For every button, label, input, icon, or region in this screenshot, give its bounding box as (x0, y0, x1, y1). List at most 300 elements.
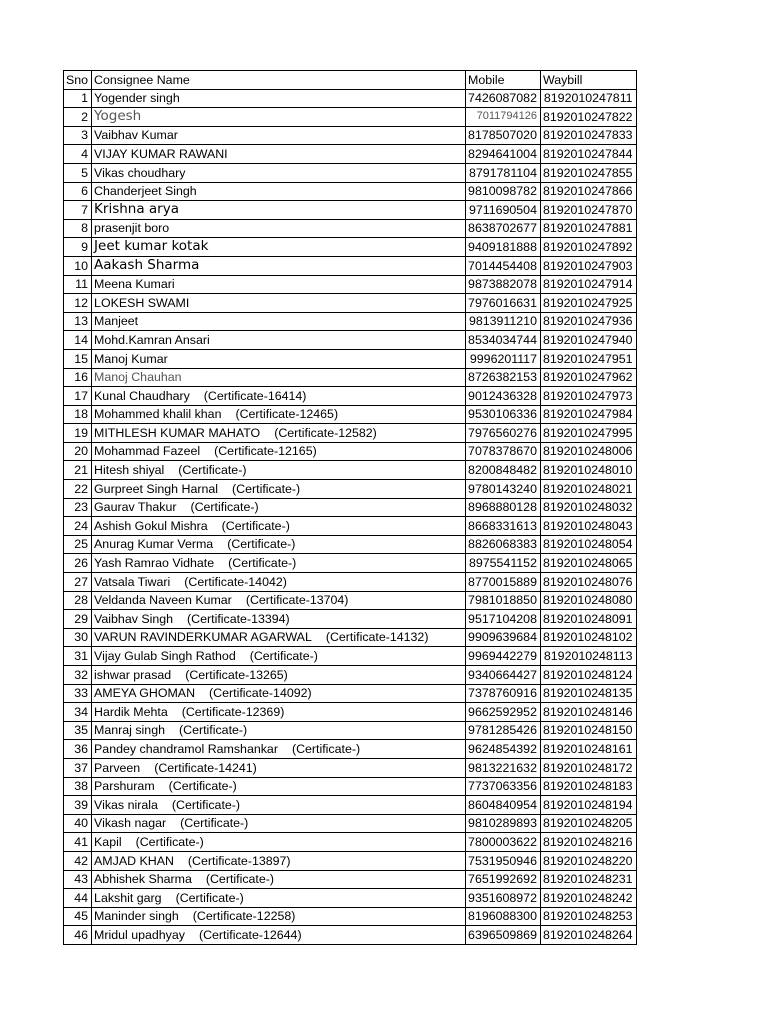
consignee-name: Gurpreet Singh Harnal (94, 481, 219, 496)
cell-waybill: 8192010247914 (540, 275, 636, 294)
cell-consignee-name (92, 833, 466, 852)
table-row (64, 573, 637, 592)
consignee-name: Yogesh (94, 108, 142, 125)
table-row (64, 182, 637, 201)
cell-consignee-name (92, 870, 466, 889)
consignee-name: Mohammed khalil khan (94, 407, 222, 422)
consignee-name: ishwar prasad (94, 667, 172, 682)
certificate-note: (Certificate-) (180, 816, 249, 831)
cell-mobile: 7976560276 (466, 424, 541, 443)
table-row (64, 145, 637, 164)
consignee-name: Mridul upadhyay (94, 927, 185, 942)
table-row (64, 926, 637, 945)
header-mobile: Mobile (466, 71, 541, 90)
consignee-name: Jeet kumar kotak (94, 238, 209, 255)
certificate-note: (Certificate-13394) (187, 611, 290, 626)
cell-waybill: 8192010248216 (540, 833, 636, 852)
certificate-note: (Certificate-14132) (325, 630, 429, 645)
consignee-name: AMEYA GHOMAN (94, 686, 196, 701)
consignee-name: prasenjit boro (94, 221, 170, 236)
consignee-name: Aakash Sharma (94, 256, 200, 273)
table-row (64, 870, 637, 889)
cell-waybill: 8192010248231 (540, 870, 636, 889)
cell-waybill: 8192010248124 (540, 666, 636, 685)
cell-waybill: 8192010247866 (540, 182, 636, 201)
table-row (64, 703, 637, 722)
cell-consignee-name (92, 758, 466, 777)
consignee-name: MITHLESH KUMAR MAHATO (94, 425, 261, 440)
cell-consignee-name (92, 349, 466, 368)
cell-consignee-name (92, 405, 466, 424)
table-row (64, 554, 637, 573)
cell-waybill: 8192010248054 (540, 535, 636, 554)
cell-waybill: 8192010247984 (540, 405, 636, 424)
cell-waybill: 8192010247844 (540, 145, 636, 164)
cell-waybill: 8192010248076 (540, 573, 636, 592)
cell-sno: 35 (64, 721, 92, 740)
cell-sno: 27 (64, 573, 92, 592)
certificate-note: (Certificate-) (178, 463, 247, 478)
cell-sno: 1 (64, 89, 92, 108)
cell-mobile: 8604840954 (466, 796, 541, 815)
consignee-table (63, 70, 637, 945)
cell-consignee-name (92, 814, 466, 833)
cell-waybill: 8192010247855 (540, 163, 636, 182)
cell-sno: 8 (64, 219, 92, 238)
cell-waybill: 8192010247940 (540, 331, 636, 350)
consignee-name: Vikas nirala (94, 797, 158, 812)
cell-mobile: 7426087082 (466, 89, 541, 108)
cell-consignee-name (92, 219, 466, 238)
cell-mobile: 7531950946 (466, 851, 541, 870)
cell-sno: 32 (64, 666, 92, 685)
cell-consignee-name (92, 126, 466, 145)
table-row (64, 666, 637, 685)
cell-waybill: 8192010248205 (540, 814, 636, 833)
cell-consignee-name (92, 851, 466, 870)
cell-consignee-name (92, 721, 466, 740)
table-row (64, 758, 637, 777)
cell-mobile: 7737063356 (466, 777, 541, 796)
cell-sno: 33 (64, 684, 92, 703)
cell-mobile: 7976016631 (466, 294, 541, 313)
consignee-name: Ashish Gokul Mishra (94, 518, 208, 533)
consignee-name: Parshuram (94, 779, 155, 794)
certificate-note: (Certificate-) (291, 741, 361, 756)
table-row (64, 108, 637, 127)
table-row (64, 201, 637, 220)
cell-waybill: 8192010248242 (540, 889, 636, 908)
cell-sno: 43 (64, 870, 92, 889)
table-row (64, 368, 637, 387)
table-row (64, 480, 637, 499)
cell-mobile: 9969442279 (466, 647, 541, 666)
cell-sno: 37 (64, 758, 92, 777)
cell-waybill: 8192010248183 (540, 777, 636, 796)
cell-consignee-name (92, 907, 466, 926)
certificate-note: (Certificate-) (135, 834, 204, 849)
table-row (64, 796, 637, 815)
cell-waybill: 8192010248150 (540, 721, 636, 740)
cell-sno: 21 (64, 461, 92, 480)
cell-sno: 45 (64, 907, 92, 926)
table-row (64, 517, 637, 536)
consignee-name: VIJAY KUMAR RAWANI (94, 146, 228, 161)
cell-waybill: 8192010248146 (540, 703, 636, 722)
cell-sno: 3 (64, 126, 92, 145)
cell-mobile: 9530106336 (466, 405, 541, 424)
consignee-name: Manjeet (94, 314, 139, 329)
cell-consignee-name (92, 498, 466, 517)
cell-consignee-name (92, 424, 466, 443)
cell-waybill: 8192010248135 (540, 684, 636, 703)
cell-consignee-name (92, 628, 466, 647)
certificate-note: (Certificate-) (179, 723, 248, 738)
table-row (64, 647, 637, 666)
cell-mobile: 8668331613 (466, 517, 541, 536)
table-row (64, 256, 637, 275)
cell-waybill: 8192010247822 (540, 108, 636, 127)
table-row (64, 405, 637, 424)
consignee-name: Vikas choudhary (94, 165, 186, 180)
cell-sno: 18 (64, 405, 92, 424)
cell-mobile: 8200848482 (466, 461, 541, 480)
cell-sno: 23 (64, 498, 92, 517)
cell-sno: 20 (64, 442, 92, 461)
cell-mobile: 8791781104 (466, 163, 541, 182)
cell-consignee-name (92, 666, 466, 685)
table-row (64, 461, 637, 480)
certificate-note: (Certificate-16414) (203, 388, 307, 403)
consignee-name: Meena Kumari (94, 277, 175, 292)
cell-mobile: 8638702677 (466, 219, 541, 238)
cell-waybill: 8192010247973 (540, 387, 636, 406)
cell-waybill: 8192010247833 (540, 126, 636, 145)
header-waybill: Waybill (540, 71, 636, 90)
cell-consignee-name (92, 294, 466, 313)
table-row (64, 851, 637, 870)
cell-consignee-name (92, 145, 466, 164)
consignee-name: Vaibhav Kumar (94, 128, 178, 143)
cell-sno: 42 (64, 851, 92, 870)
cell-waybill: 8192010247881 (540, 219, 636, 238)
cell-consignee-name (92, 480, 466, 499)
cell-consignee-name (92, 554, 466, 573)
header-consignee-name: Consignee Name (92, 71, 466, 90)
certificate-note: (Certificate-14092) (209, 686, 312, 701)
consignee-name: Hardik Mehta (94, 704, 168, 719)
cell-sno: 13 (64, 312, 92, 331)
cell-sno: 19 (64, 424, 92, 443)
cell-sno: 10 (64, 256, 92, 275)
table-row (64, 312, 637, 331)
consignee-name: Vijay Gulab Singh Rathod (94, 649, 236, 663)
cell-consignee-name (92, 889, 466, 908)
consignee-name: Gaurav Thakur (94, 500, 177, 515)
table-row (64, 89, 637, 108)
cell-waybill: 8192010248091 (540, 610, 636, 629)
consignee-name: Vaibhav Singh (94, 611, 174, 626)
cell-waybill: 8192010248161 (540, 740, 636, 759)
cell-waybill: 8192010247870 (540, 201, 636, 220)
cell-waybill: 8192010247962 (540, 368, 636, 387)
table-row (64, 126, 637, 145)
consignee-name: Mohd.Kamran Ansari (94, 332, 210, 347)
cell-sno: 28 (64, 591, 92, 610)
consignee-name: Kapil (94, 834, 122, 849)
consignee-name: Manraj singh (94, 723, 165, 738)
certificate-note: (Certificate-12258) (192, 909, 296, 924)
cell-sno: 30 (64, 628, 92, 647)
table-row (64, 442, 637, 461)
cell-mobile: 8178507020 (466, 126, 541, 145)
consignee-name: VARUN RAVINDERKUMAR AGARWAL (94, 630, 312, 645)
consignee-name: Yash Ramrao Vidhate (94, 556, 215, 571)
cell-sno: 40 (64, 814, 92, 833)
cell-waybill: 8192010248032 (540, 498, 636, 517)
table-row (64, 275, 637, 294)
cell-consignee-name (92, 387, 466, 406)
cell-waybill: 8192010248010 (540, 461, 636, 480)
cell-sno: 9 (64, 238, 92, 257)
certificate-note: (Certificate-) (249, 649, 318, 663)
consignee-name: Krishna arya (94, 201, 179, 218)
table-row (64, 777, 637, 796)
table-row (64, 331, 637, 350)
header-row (64, 71, 637, 90)
cell-consignee-name (92, 163, 466, 182)
cell-consignee-name (92, 740, 466, 759)
cell-sno: 44 (64, 889, 92, 908)
consignee-name: Pandey chandramol Ramshankar (94, 741, 278, 756)
cell-consignee-name (92, 238, 466, 257)
table-row (64, 833, 637, 852)
cell-consignee-name (92, 331, 466, 350)
cell-mobile: 7011794126 (466, 108, 541, 127)
cell-sno: 12 (64, 294, 92, 313)
certificate-note: (Certificate-) (228, 556, 297, 571)
cell-mobile: 7078378670 (466, 442, 541, 461)
cell-waybill: 8192010248264 (540, 926, 636, 945)
cell-consignee-name (92, 517, 466, 536)
cell-consignee-name (92, 684, 466, 703)
table-row (64, 238, 637, 257)
cell-mobile: 9810098782 (466, 182, 541, 201)
table-row (64, 349, 637, 368)
cell-consignee-name (92, 703, 466, 722)
cell-mobile: 9340664427 (466, 666, 541, 685)
certificate-note: (Certificate-13897) (187, 853, 291, 868)
cell-sno: 46 (64, 926, 92, 945)
consignee-name: Yogender singh (94, 91, 180, 106)
table-row (64, 387, 637, 406)
cell-sno: 29 (64, 610, 92, 629)
cell-waybill: 8192010247903 (540, 256, 636, 275)
cell-mobile: 8770015889 (466, 573, 541, 592)
cell-mobile: 8294641004 (466, 145, 541, 164)
cell-mobile: 9781285426 (466, 721, 541, 740)
consignee-name: Veldanda Naveen Kumar (94, 593, 232, 608)
certificate-note: (Certificate-12465) (235, 407, 339, 422)
certificate-note: (Certificate-12644) (198, 927, 302, 942)
consignee-name: Lakshit garg (94, 890, 162, 905)
consignee-name: Vikash nagar (94, 816, 167, 831)
table-body (64, 89, 637, 944)
certificate-note: (Certificate-13265) (185, 667, 288, 682)
cell-sno: 7 (64, 201, 92, 220)
cell-waybill: 8192010247892 (540, 238, 636, 257)
certificate-note: (Certificate-) (205, 872, 275, 887)
cell-sno: 25 (64, 535, 92, 554)
cell-mobile: 9711690504 (466, 201, 541, 220)
consignee-name: Kunal Chaudhary (94, 388, 190, 403)
cell-sno: 4 (64, 145, 92, 164)
cell-waybill: 8192010247811 (540, 89, 636, 108)
cell-waybill: 8192010248113 (540, 647, 636, 666)
cell-mobile: 9813221632 (466, 758, 541, 777)
cell-consignee-name (92, 368, 466, 387)
table-row (64, 628, 637, 647)
table-row (64, 219, 637, 238)
cell-sno: 11 (64, 275, 92, 294)
certificate-note: (Certificate-) (171, 797, 241, 812)
consignee-name: Chanderjeet Singh (94, 184, 197, 199)
cell-mobile: 9813911210 (466, 312, 541, 331)
cell-sno: 36 (64, 740, 92, 759)
cell-waybill: 8192010247995 (540, 424, 636, 443)
consignee-name: Abhishek Sharma (94, 872, 192, 887)
cell-mobile: 7378760916 (466, 684, 541, 703)
cell-mobile: 6396509869 (466, 926, 541, 945)
cell-mobile: 8826068383 (466, 535, 541, 554)
cell-waybill: 8192010248043 (540, 517, 636, 536)
cell-mobile: 9012436328 (466, 387, 541, 406)
cell-sno: 39 (64, 796, 92, 815)
certificate-note: (Certificate-) (168, 779, 237, 794)
table-row (64, 498, 637, 517)
cell-waybill: 8192010247936 (540, 312, 636, 331)
cell-mobile: 7651992692 (466, 870, 541, 889)
cell-sno: 34 (64, 703, 92, 722)
table-row (64, 740, 637, 759)
cell-sno: 38 (64, 777, 92, 796)
cell-sno: 22 (64, 480, 92, 499)
cell-consignee-name (92, 182, 466, 201)
table-row (64, 814, 637, 833)
cell-sno: 16 (64, 368, 92, 387)
consignee-name: Parveen (94, 760, 141, 775)
table-row (64, 684, 637, 703)
cell-waybill: 8192010248080 (540, 591, 636, 610)
certificate-note: (Certificate-) (221, 518, 290, 533)
cell-consignee-name (92, 647, 466, 666)
cell-sno: 24 (64, 517, 92, 536)
cell-mobile: 9780143240 (466, 480, 541, 499)
cell-consignee-name (92, 108, 466, 127)
cell-consignee-name (92, 256, 466, 275)
table-row (64, 424, 637, 443)
cell-waybill: 8192010248021 (540, 480, 636, 499)
cell-waybill: 8192010247925 (540, 294, 636, 313)
consignee-name: Mohammad Fazeel (94, 444, 201, 459)
cell-mobile: 9909639684 (466, 628, 541, 647)
table-row (64, 535, 637, 554)
cell-consignee-name (92, 201, 466, 220)
cell-waybill: 8192010247951 (540, 349, 636, 368)
cell-sno: 17 (64, 387, 92, 406)
consignee-name: Anurag Kumar Verma (94, 537, 214, 552)
consignee-name: Hitesh shiyal (94, 463, 165, 478)
consignee-name: AMJAD KHAN (94, 853, 174, 868)
cell-waybill: 8192010248006 (540, 442, 636, 461)
cell-waybill: 8192010248102 (540, 628, 636, 647)
cell-mobile: 9409181888 (466, 238, 541, 257)
cell-mobile: 9662592952 (466, 703, 541, 722)
consignee-name: Maninder singh (94, 909, 179, 924)
cell-sno: 26 (64, 554, 92, 573)
certificate-note: (Certificate-12582) (274, 425, 377, 440)
cell-mobile: 9996201117 (466, 349, 541, 368)
cell-mobile: 9517104208 (466, 610, 541, 629)
certificate-note: (Certificate-) (190, 500, 259, 515)
table-row (64, 294, 637, 313)
cell-consignee-name (92, 535, 466, 554)
cell-waybill: 8192010248253 (540, 907, 636, 926)
cell-waybill: 8192010248065 (540, 554, 636, 573)
consignee-name: LOKESH SWAMI (94, 295, 190, 310)
cell-sno: 41 (64, 833, 92, 852)
consignee-name: Vatsala Tiwari (94, 574, 171, 589)
certificate-note: (Certificate-) (232, 481, 301, 496)
cell-consignee-name (92, 312, 466, 331)
table-row (64, 591, 637, 610)
cell-mobile: 8968880128 (466, 498, 541, 517)
certificate-note: (Certificate-14241) (154, 760, 257, 775)
cell-mobile: 9810289893 (466, 814, 541, 833)
cell-mobile: 8534034744 (466, 331, 541, 350)
table-row (64, 163, 637, 182)
cell-mobile: 7014454408 (466, 256, 541, 275)
cell-sno: 2 (64, 108, 92, 127)
certificate-note: (Certificate-13704) (245, 593, 349, 608)
cell-mobile: 8726382153 (466, 368, 541, 387)
cell-consignee-name (92, 275, 466, 294)
cell-mobile: 9624854392 (466, 740, 541, 759)
cell-consignee-name (92, 89, 466, 108)
cell-consignee-name (92, 461, 466, 480)
cell-consignee-name (92, 610, 466, 629)
table-row (64, 610, 637, 629)
certificate-note: (Certificate-12165) (214, 444, 317, 459)
certificate-note: (Certificate-14042) (184, 574, 287, 589)
header-sno: Sno (64, 71, 92, 90)
cell-mobile: 8196088300 (466, 907, 541, 926)
cell-consignee-name (92, 573, 466, 592)
cell-consignee-name (92, 796, 466, 815)
cell-mobile: 9351608972 (466, 889, 541, 908)
table-row (64, 721, 637, 740)
cell-waybill: 8192010248194 (540, 796, 636, 815)
cell-mobile: 7800003622 (466, 833, 541, 852)
consignee-name: Manoj Kumar (94, 351, 168, 366)
certificate-note: (Certificate-) (175, 890, 244, 905)
table-row (64, 889, 637, 908)
cell-waybill: 8192010248172 (540, 758, 636, 777)
cell-consignee-name (92, 777, 466, 796)
cell-sno: 31 (64, 647, 92, 666)
cell-sno: 5 (64, 163, 92, 182)
certificate-note: (Certificate-12369) (181, 704, 285, 719)
